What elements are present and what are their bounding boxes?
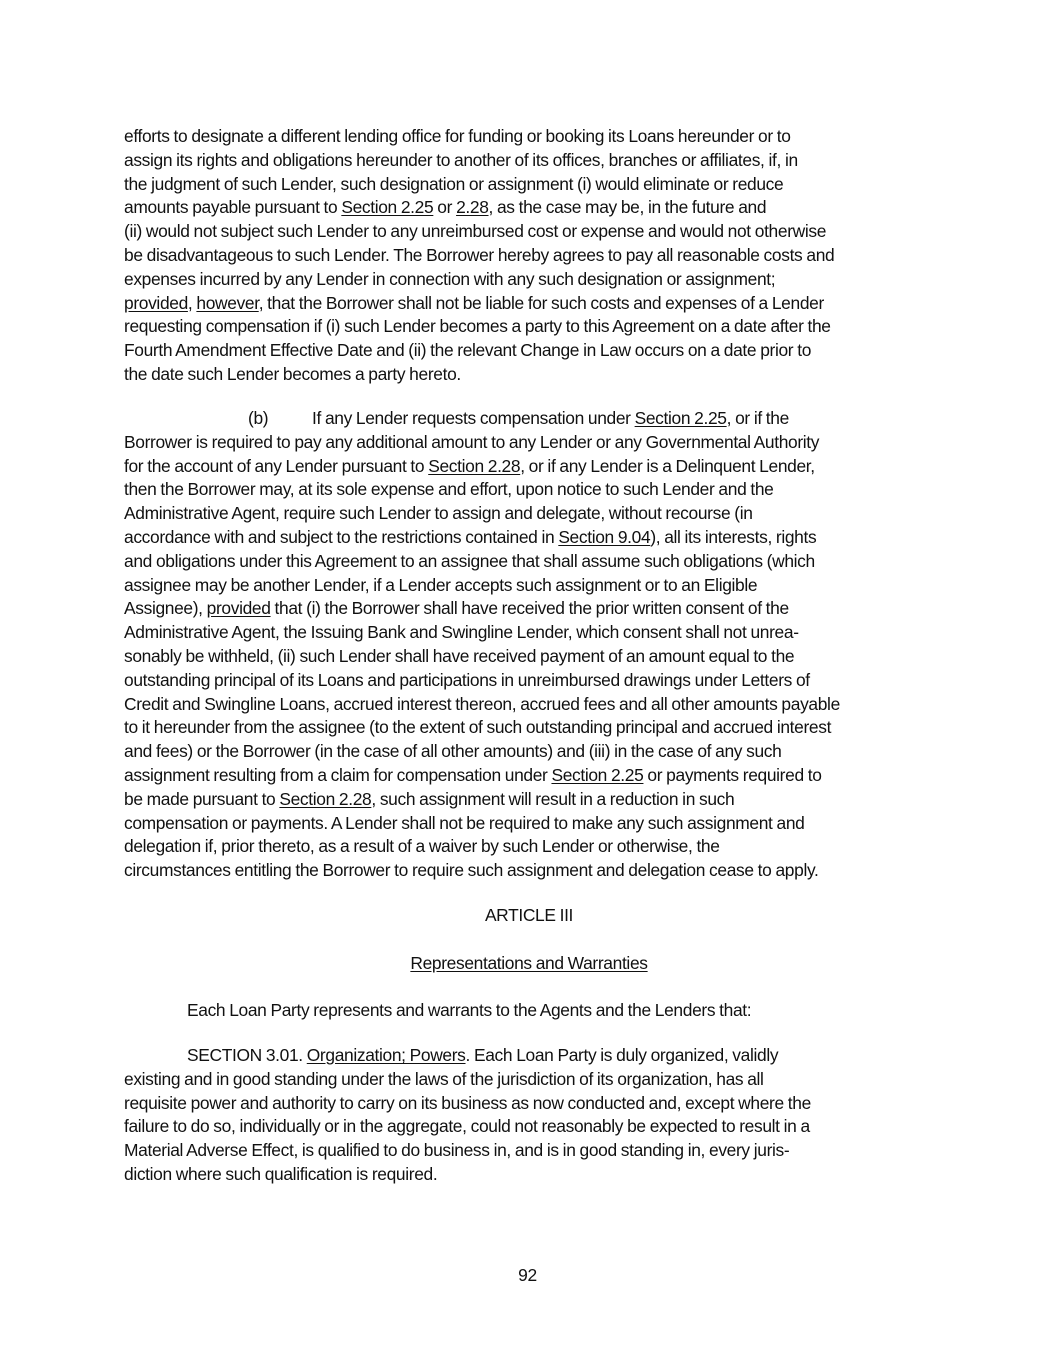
text-run: delegation if, prior thereto, as a result of a waiver by such Lender or otherwise, the — [124, 836, 720, 857]
text-line — [124, 292, 934, 316]
paragraph-b-first-line — [124, 407, 934, 431]
paragraph-continued — [124, 125, 934, 387]
section-3-01 — [124, 1044, 934, 1187]
text-line — [124, 268, 934, 292]
text-line — [124, 1163, 934, 1187]
text-line — [124, 244, 934, 268]
text-line — [124, 125, 934, 149]
text-line — [124, 1092, 934, 1116]
cross-reference: provided — [124, 292, 188, 313]
text-line — [124, 574, 934, 598]
text-run: Material Adverse Effect, is qualified to do business in, and is in good standing in, every juris- — [124, 1140, 790, 1161]
text-line — [124, 859, 934, 883]
article-heading: ARTICLE III — [484, 905, 574, 925]
text-run: assignment resulting from a claim for compensation under — [124, 764, 552, 785]
text-run: be made pursuant to — [124, 788, 280, 809]
text-run: assign its rights and obligations hereunder to another of its offices, branches or affiliates, if, in — [124, 149, 798, 170]
text-line — [124, 526, 934, 550]
cross-reference: Section 9.04 — [558, 526, 651, 547]
text-run: SECTION 3.01. — [187, 1045, 307, 1065]
text-run: and obligations under this Agreement to an assignee that shall assume such obligations (which — [124, 550, 815, 571]
text-line — [124, 455, 934, 479]
text-run: failure to do so, individually or in the aggregate, could not reasonably be expected to result in a — [124, 1116, 810, 1137]
text-run: requisite power and authority to carry on its business as now conducted and, except where the — [124, 1092, 811, 1113]
text-run: Administrative Agent, the Issuing Bank and Swingline Lender, which consent shall not unrea- — [124, 622, 799, 643]
paragraph-b-label: (b) — [248, 408, 269, 428]
text-line — [124, 1115, 934, 1139]
text-run: compensation or payments. A Lender shall not be required to make any such assignment and — [124, 812, 805, 833]
text-line — [124, 149, 934, 173]
text-run: amounts payable pursuant to — [124, 197, 342, 218]
page-number: 92 — [518, 1265, 537, 1285]
text-line — [124, 431, 934, 455]
text-run: that (i) the Borrower shall have received the prior written consent of the — [270, 598, 789, 619]
text-run: diction where such qualification is required. — [124, 1163, 438, 1184]
text-run: and fees) or the Borrower (in the case of all other amounts) and (iii) in the case of any such — [124, 741, 782, 762]
text-run: ), all its interests, rights — [650, 526, 817, 547]
text-line — [124, 645, 934, 669]
text-run: Fourth Amendment Effective Date and (ii) the relevant Change in Law occurs on a date prior to — [124, 340, 812, 361]
text-line — [124, 788, 934, 812]
text-run: , — [187, 292, 197, 313]
cross-reference: however — [196, 292, 259, 313]
cross-reference: Section 2.28 — [279, 788, 372, 809]
text-run: or — [433, 197, 457, 218]
cross-reference: Organization; Powers — [306, 1045, 466, 1065]
text-line — [124, 693, 934, 717]
text-run: requesting compensation if (i) such Lender becomes a party to this Agreement on a date after the — [124, 316, 831, 337]
text-run: If any Lender requests compensation under — [312, 408, 635, 428]
text-run: sonably be withheld, (ii) such Lender shall have received payment of an amount equal to the — [124, 645, 795, 666]
text-line — [124, 502, 934, 526]
text-run: , that the Borrower shall not be liable for such costs and expenses of a Lender — [258, 292, 824, 313]
cross-reference: 2.28 — [456, 197, 489, 218]
text-run: circumstances entitling the Borrower to require such assignment and delegation cease to apply. — [124, 860, 819, 881]
text-run: assignee may be another Lender, if a Lender accepts such assignment or to an Eligible — [124, 574, 758, 595]
section-3-01-first-line — [124, 1044, 934, 1068]
text-run: , or if the — [726, 408, 789, 428]
text-run: expenses incurred by any Lender in connection with any such designation or assignment; — [124, 268, 776, 289]
text-line — [124, 173, 934, 197]
text-line — [124, 550, 934, 574]
text-line — [124, 478, 934, 502]
text-run: Assignee), — [124, 598, 207, 619]
cross-reference: Section 2.25 — [341, 197, 434, 218]
text-line — [124, 339, 934, 363]
text-run: Borrower is required to pay any additional amount to any Lender or any Governmental Authority — [124, 431, 820, 452]
text-line — [124, 669, 934, 693]
cross-reference: Section 2.25 — [551, 764, 644, 785]
text-line — [124, 315, 934, 339]
text-run: existing and in good standing under the laws of the jurisdiction of its organization, has all — [124, 1068, 764, 1089]
text-run: to it hereunder from the assignee (to the extent of such outstanding principal and accrued interest — [124, 717, 832, 738]
text-run: then the Borrower may, at its sole expense and effort, upon notice to such Lender and the — [124, 479, 774, 500]
text-run: the date such Lender becomes a party hereto. — [124, 363, 461, 384]
text-run: outstanding principal of its Loans and participations in unreimbursed drawings under Letters of — [124, 669, 810, 690]
text-line — [124, 220, 934, 244]
text-run: . Each Loan Party is duly organized, validly — [465, 1045, 779, 1065]
text-line — [124, 716, 934, 740]
cross-reference: Section 2.28 — [428, 455, 521, 476]
text-run: or payments required to — [643, 764, 822, 785]
text-run: Credit and Swingline Loans, accrued interest thereon, accrued fees and all other amounts payable — [124, 693, 840, 714]
text-run: , such assignment will result in a reduction in such — [371, 788, 735, 809]
text-line — [124, 363, 934, 387]
text-run: be disadvantageous to such Lender. The Borrower hereby agrees to pay all reasonable costs and — [124, 244, 835, 265]
text-run: accordance with and subject to the restrictions contained in — [124, 526, 559, 547]
text-run: the judgment of such Lender, such designation or assignment (i) would eliminate or reduce — [124, 173, 784, 194]
cross-reference: provided — [206, 598, 271, 619]
text-line — [124, 740, 934, 764]
article-title — [124, 952, 934, 976]
cross-reference: Section 2.25 — [634, 408, 727, 428]
text-run: for the account of any Lender pursuant to — [124, 455, 429, 476]
text-run: Administrative Agent, require such Lender to assign and delegate, without recourse (in — [124, 503, 753, 524]
text-line — [124, 835, 934, 859]
intro-line: Each Loan Party represents and warrants to the Agents and the Lenders that: — [187, 1000, 752, 1020]
text-line — [124, 812, 934, 836]
text-line — [124, 196, 934, 220]
text-line — [124, 1068, 934, 1092]
text-line — [124, 621, 934, 645]
text-run: efforts to designate a different lending office for funding or booking its Loans hereunder or to — [124, 126, 791, 146]
text-line — [124, 764, 934, 788]
text-run: (ii) would not subject such Lender to any unreimbursed cost or expense and would not otherwise — [124, 221, 827, 242]
text-line — [124, 597, 934, 621]
text-run: , or if any Lender is a Delinquent Lender, — [520, 455, 815, 476]
text-line — [124, 1139, 934, 1163]
text-run: , as the case may be, in the future and — [488, 197, 767, 218]
paragraph-b — [124, 407, 934, 883]
article-title-text: Representations and Warranties — [410, 953, 648, 973]
